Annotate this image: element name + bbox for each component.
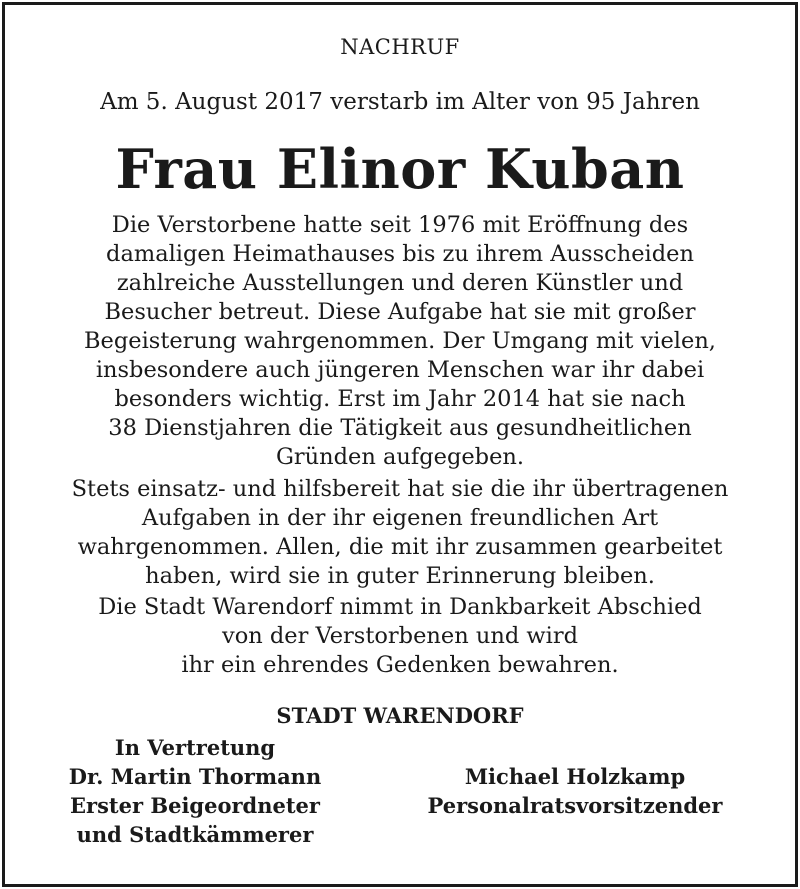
notice-label: NACHRUF [340,35,460,59]
paragraph-biography [0,211,800,472]
text-line: haben, wird sie in guter Erinnerung bleiben. [145,563,655,589]
paragraph-tribute [0,475,800,591]
text-line: ihr ein ehrendes Gedenken bewahren. [181,652,619,678]
text-line: damaligen Heimathauses bis zu ihrem Ausscheiden [106,241,694,267]
text-line: insbesondere auch jüngeren Menschen war ihr dabei [95,357,705,383]
signatory-line: Personalratsvorsitzender [427,793,723,818]
text-line: von der Verstorbenen und wird [222,623,578,649]
text-line: Die Verstorbene hatte seit 1976 mit Eröffnung des [111,212,689,238]
signatory-line: und Stadtkämmerer [76,822,314,847]
signatory-line: Michael Holzkamp [464,764,686,789]
text-line: Aufgaben in der ihr eigenen freundlichen Art [141,505,659,531]
text-line: Besucher betreut. Diese Aufgabe hat sie mit großer [104,299,696,325]
signatory-line: In Vertretung [114,735,276,760]
text-line: Stets einsatz- und hilfsbereit hat sie die ihr übertragenen [71,476,729,502]
text-line: zahlreiche Ausstellungen und deren Künstler und [116,270,684,296]
signatory-left [40,733,350,849]
organization-name: STADT WARENDORF [276,703,524,728]
text-line: wahrgenommen. Allen, die mit ihr zusammen gearbeitet [77,534,723,560]
text-line: besonders wichtig. Erst im Jahr 2014 hat sie nach [114,386,686,412]
signatory-right [410,762,740,820]
text-line: 38 Dienstjahren die Tätigkeit aus gesundheitlichen [108,415,692,441]
intro-line: Am 5. August 2017 verstarb im Alter von 95 Jahren [100,89,700,115]
text-line: Die Stadt Warendorf nimmt in Dankbarkeit Abschied [98,594,702,620]
text-line: Begeisterung wahrgenommen. Der Umgang mit vielen, [84,328,716,354]
text-line: Gründen aufgegeben. [275,444,525,470]
paragraph-farewell [0,593,800,680]
signatory-line: Erster Beigeordneter [70,793,320,818]
signatory-line: Dr. Martin Thormann [68,764,322,789]
deceased-name: Frau Elinor Kuban [115,137,685,201]
